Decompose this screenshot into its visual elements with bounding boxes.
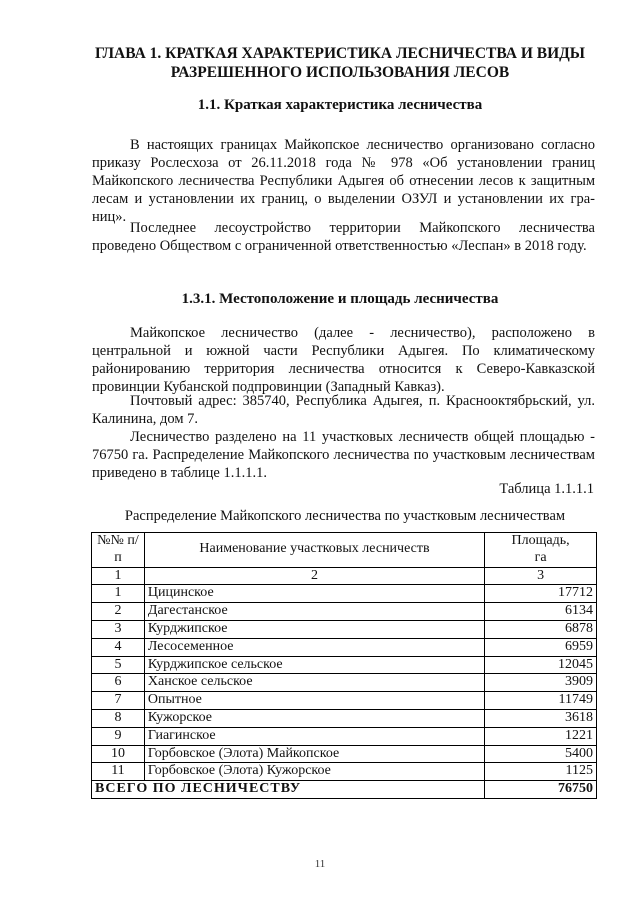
row-name: Кужорское: [144, 709, 484, 727]
forestry-table: [91, 532, 597, 799]
table-column-index-row: [92, 567, 597, 585]
chapter-title-line-2: РАЗРЕШЕННОГО ИСПОЛЬЗОВАНИЯ ЛЕСОВ: [170, 64, 510, 81]
paragraph-location: Майкопское лесничество (далее - лесничество), расположено в центральной и южной части Республики Адыгея. По климатическому районированию территория лесничества относится к Северо-Кавказской провинции Кубанской подпровинции (Западный Кавказ).: [92, 325, 595, 395]
row-area: 6134: [485, 603, 597, 621]
page-number: 11: [314, 858, 326, 870]
row-number: 5: [92, 656, 145, 674]
column-index-1: 1: [92, 567, 145, 585]
table-row: [92, 620, 597, 638]
row-area: 12045: [485, 656, 597, 674]
table-header-row: [92, 533, 597, 568]
row-number: 3: [92, 620, 145, 638]
table-row: [92, 603, 597, 621]
row-number: 9: [92, 727, 145, 745]
row-area: 5400: [485, 745, 597, 763]
chapter-title: [70, 44, 610, 82]
row-name: Лесосеменное: [144, 638, 484, 656]
header-area: Площадь, га: [485, 533, 597, 568]
table-row: [92, 745, 597, 763]
column-index-2: 2: [144, 567, 484, 585]
table-row: [92, 692, 597, 710]
row-number: 4: [92, 638, 145, 656]
row-name: Цицинское: [144, 585, 484, 603]
table-row: [92, 709, 597, 727]
row-name: Курджипское: [144, 620, 484, 638]
table-row: [92, 585, 597, 603]
chapter-title-line-1: ГЛАВА 1. КРАТКАЯ ХАРАКТЕРИСТИКА ЛЕСНИЧЕСТВА И ВИДЫ: [94, 45, 586, 62]
paragraph-area-distribution: Лесничество разделено на 11 участковых лесничеств общей площадью - 76750 га. Распределение Майкопского лесничества по участковым лесничествам приведено в таблице 1.1.1.1.: [92, 429, 595, 481]
row-name: Курджипское сельское: [144, 656, 484, 674]
row-number: 10: [92, 745, 145, 763]
paragraph-forest-inventory: Последнее лесоустройство территории Майкопского лесничества проведено Обществом с ограниченной ответственностью «Леспан» в 2018 году.: [92, 220, 595, 254]
row-name: Дагестанское: [144, 603, 484, 621]
table-total-row: [92, 781, 597, 799]
row-area: 17712: [485, 585, 597, 603]
row-name: Опытное: [144, 692, 484, 710]
row-name: Горбовское (Элота) Кужорское: [144, 763, 484, 781]
paragraph-postal-address: Почтовый адрес: 385740, Республика Адыгея, п. Краснооктябрьский, ул. Калинина, дом 7.: [92, 393, 595, 427]
row-name: Ханское сельское: [144, 674, 484, 692]
row-area: 1125: [485, 763, 597, 781]
row-number: 2: [92, 603, 145, 621]
row-area: 11749: [485, 692, 597, 710]
row-number: 8: [92, 709, 145, 727]
row-number: 7: [92, 692, 145, 710]
subsection-title: 1.3.1. Местоположение и площадь лесничества: [181, 291, 499, 307]
row-area: 6878: [485, 620, 597, 638]
total-label: ВСЕГО ПО ЛЕСНИЧЕСТВУ: [92, 781, 485, 799]
row-area: 1221: [485, 727, 597, 745]
row-area: 3909: [485, 674, 597, 692]
row-area: 6959: [485, 638, 597, 656]
table-caption: Распределение Майкопского лесничества по участковым лесничествам: [124, 508, 566, 524]
table-row: [92, 674, 597, 692]
row-number: 6: [92, 674, 145, 692]
table-row: [92, 656, 597, 674]
table-row: [92, 763, 597, 781]
table-row: [92, 727, 597, 745]
row-name: Горбовское (Элота) Майкопское: [144, 745, 484, 763]
header-name: Наименование участковых лесничеств: [144, 533, 484, 568]
header-number: №№ п/ п: [92, 533, 145, 568]
row-number: 11: [92, 763, 145, 781]
total-area: 76750: [485, 781, 597, 799]
column-index-3: 3: [485, 567, 597, 585]
table-row: [92, 638, 597, 656]
row-number: 1: [92, 585, 145, 603]
row-name: Гиагинское: [144, 727, 484, 745]
section-title: 1.1. Краткая характеристика лесничества: [197, 97, 483, 113]
table-number: Таблица 1.1.1.1: [499, 481, 594, 497]
paragraph-organization: В настоящих границах Майкопское лесничество организовано согласно приказу Рослесхоза от 26.11.2018 года № 978 «Об установлении границ Майкопского лесничества Республики Адыгея об отнесении лесов к защитным лесам и установлении их границ, о выделении ОЗУЛ и установлении их гра-ниц».: [92, 137, 595, 225]
row-area: 3618: [485, 709, 597, 727]
